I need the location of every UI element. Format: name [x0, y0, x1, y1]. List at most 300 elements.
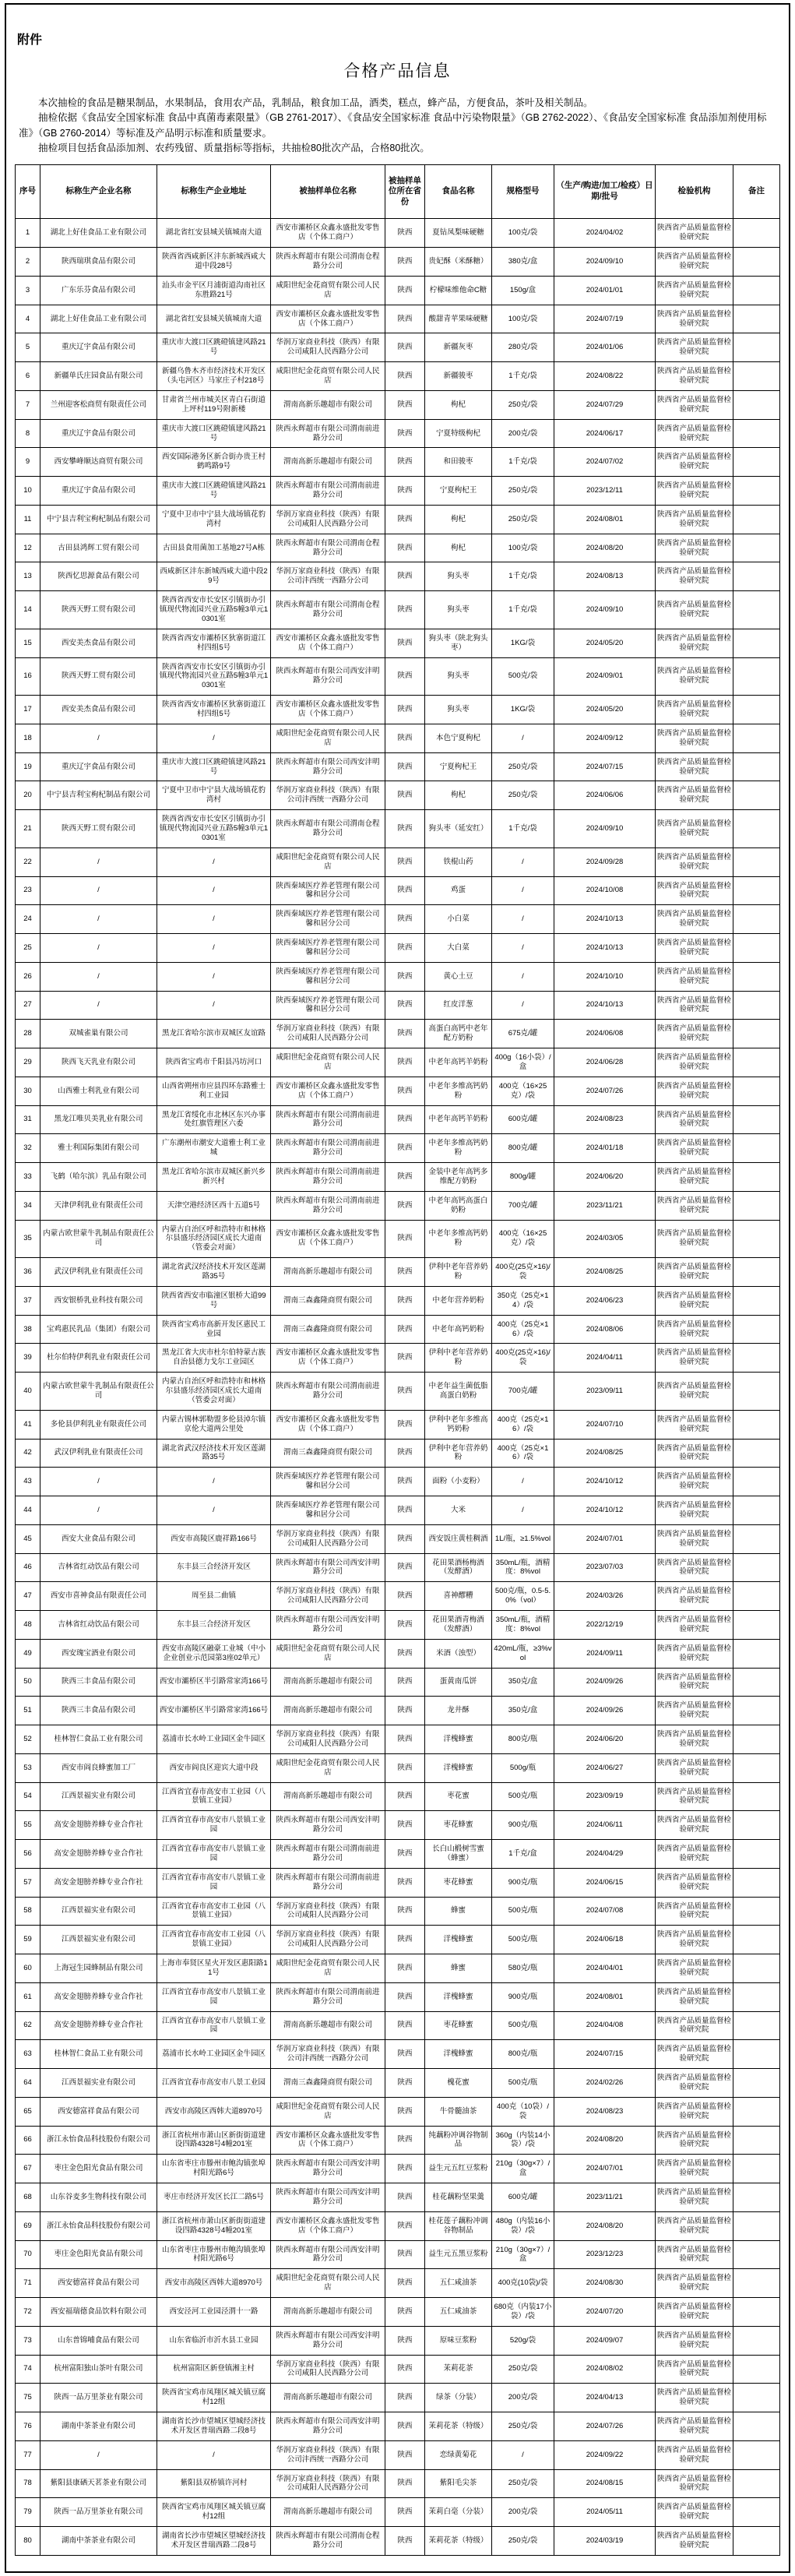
column-header: 序号	[16, 164, 40, 219]
cell-date-batch: 2024/08/20	[554, 534, 656, 562]
column-header: 规格型号	[492, 164, 554, 219]
cell-index: 79	[16, 2498, 40, 2527]
cell-date-batch: 2024/09/11	[554, 1639, 656, 1668]
cell-producer-address: 西安市阎良区迎宾大道中段	[157, 1753, 271, 1782]
table-row	[16, 419, 780, 448]
cell-food-name: 狗头枣	[425, 657, 492, 696]
cell-remark	[733, 1524, 780, 1553]
cell-sampled-unit: 陕西永辉超市有限公司渭南仓程路分公司	[271, 810, 385, 848]
cell-spec: 800克/罐	[492, 1134, 554, 1163]
cell-province: 陕西	[385, 305, 425, 333]
cell-food-name: 中老年高钙羊奶粉	[425, 1048, 492, 1077]
cell-index: 11	[16, 505, 40, 534]
table-row	[16, 2384, 780, 2412]
cell-sampled-unit: 陕西永辉超市有限公司渭南前进路分公司	[271, 1191, 385, 1220]
cell-date-batch: 2024/08/06	[554, 1315, 656, 1344]
cell-producer-address: 内蒙古自治区呼和浩特市和林格尔县盛乐经济园区成长大道南（管委会对面）	[157, 1220, 271, 1258]
cell-index: 12	[16, 534, 40, 562]
cell-date-batch: 2024/10/13	[554, 934, 656, 963]
cell-producer-name: 湖南中茶茶业有限公司	[40, 2412, 157, 2441]
cell-producer-address: 黑龙江省哈尔滨市双城区新兴乡新兴村	[157, 1163, 271, 1192]
cell-index: 53	[16, 1753, 40, 1782]
cell-date-batch: 2024/08/01	[554, 1982, 656, 2011]
cell-producer-name: 陕西天野工贸有限公司	[40, 810, 157, 848]
cell-remark	[733, 1954, 780, 1983]
cell-producer-address: 江西省宜春市高安市八景工业园	[157, 2069, 271, 2098]
cell-producer-name: /	[40, 905, 157, 934]
cell-sampled-unit: 西安市灞桥区众鑫永盛批发零售店（个体工商户）	[271, 1077, 385, 1105]
table-row	[16, 1897, 780, 1926]
cell-date-batch: 2024/09/01	[554, 657, 656, 696]
cell-food-name: 黄心土豆	[425, 962, 492, 991]
cell-sampled-unit: 陕西秦域医疗养老管理有限公司馨和居分公司	[271, 991, 385, 1020]
cell-agency: 陕西省产品质量监督检验研究院	[656, 2155, 733, 2183]
cell-date-batch: 2024/04/08	[554, 2011, 656, 2040]
cell-agency: 陕西省产品质量监督检验研究院	[656, 1163, 733, 1192]
cell-food-name: 五仁咸油茶	[425, 2269, 492, 2298]
cell-agency: 陕西省产品质量监督检验研究院	[656, 1496, 733, 1525]
cell-producer-name: 西安德富祥食品有限公司	[40, 2269, 157, 2298]
cell-spec: 400克(25克×16)/袋	[492, 1258, 554, 1287]
cell-spec: 1千克/袋	[492, 362, 554, 391]
table-row	[16, 2298, 780, 2327]
cell-remark	[733, 2097, 780, 2126]
cell-producer-name: 宝鸡惠民乳品（集团）有限公司	[40, 1315, 157, 1344]
cell-index: 4	[16, 305, 40, 333]
cell-date-batch: 2023/09/11	[554, 1373, 656, 1411]
cell-spec: /	[492, 905, 554, 934]
cell-remark	[733, 1134, 780, 1163]
cell-date-batch: 2024/07/15	[554, 2040, 656, 2069]
cell-province: 陕西	[385, 1897, 425, 1926]
cell-producer-name: 高安金翅膀养蜂专业合作社	[40, 1840, 157, 1869]
cell-spec: 210g（30g×7）/盒	[492, 2155, 554, 2183]
cell-sampled-unit: 华润万家商业科技（陕西）有限公司咸阳人民西路分公司	[271, 1897, 385, 1926]
cell-producer-address: 重庆市大渡口区跳磴镇建风路21号	[157, 419, 271, 448]
cell-remark	[733, 1897, 780, 1926]
cell-producer-address: 江西省宜春市高安市八景镇工业园	[157, 1982, 271, 2011]
column-header: 标称生产企业名称	[40, 164, 157, 219]
table-row	[16, 1982, 780, 2011]
cell-sampled-unit: 渭南高新乐趣超市有限公司	[271, 2298, 385, 2327]
cell-date-batch: 2024/10/12	[554, 1496, 656, 1525]
cell-producer-address: 江西省宜春市高安市工业园（八景镇工业园）	[157, 1897, 271, 1926]
cell-producer-address: 陕西省西安市临潼区银桥大道99号	[157, 1286, 271, 1315]
cell-remark	[733, 1926, 780, 1954]
cell-spec: 360g（内装14小袋）/袋	[492, 2126, 554, 2155]
cell-index: 67	[16, 2155, 40, 2183]
cell-producer-name: 桂林智仁食品工业有限公司	[40, 2040, 157, 2069]
cell-sampled-unit: 陕西永辉超市有限公司西安沣明路分公司	[271, 1611, 385, 1640]
cell-date-batch: 2024/05/20	[554, 629, 656, 657]
cell-producer-address: 江西省宜春市高安市工业园（八景镇工业园）	[157, 1782, 271, 1811]
cell-producer-address: 浙江省杭州市萧山区新街街道建设四路4328号4幢201室	[157, 2211, 271, 2240]
cell-province: 陕西	[385, 962, 425, 991]
cell-sampled-unit: 陕西永辉超市有限公司渭南前进路分公司	[271, 1373, 385, 1411]
cell-remark	[733, 1191, 780, 1220]
table-row	[16, 657, 780, 696]
cell-agency: 陕西省产品质量监督检验研究院	[656, 591, 733, 629]
cell-date-batch: 2024/02/26	[554, 2069, 656, 2098]
cell-agency: 陕西省产品质量监督检验研究院	[656, 810, 733, 848]
cell-food-name: 中老年益生菌低脂高蛋白奶粉	[425, 1373, 492, 1411]
cell-spec: 500克/瓶，0.5-5.0%（vol）	[492, 1582, 554, 1611]
cell-remark	[733, 1410, 780, 1439]
cell-agency: 陕西省产品质量监督检验研究院	[656, 1582, 733, 1611]
cell-producer-name: 吉林省红动饮品有限公司	[40, 1553, 157, 1582]
cell-sampled-unit: 西安市灞桥区众鑫永盛批发零售店（个体工商户）	[271, 629, 385, 657]
cell-agency: 陕西省产品质量监督检验研究院	[656, 1048, 733, 1077]
cell-food-name: 狗头枣（陕北狗头枣）	[425, 629, 492, 657]
cell-producer-address: 内蒙古锡林郭勒盟多伦县淖尔镇京伦大道两公里处	[157, 1410, 271, 1439]
cell-date-batch: 2024/04/13	[554, 2384, 656, 2412]
cell-province: 陕西	[385, 1315, 425, 1344]
cell-producer-address: 紫阳县双桥镇许河村	[157, 2469, 271, 2498]
cell-province: 陕西	[385, 1439, 425, 1468]
cell-producer-name: /	[40, 962, 157, 991]
cell-index: 15	[16, 629, 40, 657]
cell-food-name: 洋槐蜂蜜	[425, 2040, 492, 2069]
cell-food-name: 洋槐蜂蜜	[425, 1753, 492, 1782]
cell-remark	[733, 724, 780, 752]
cell-province: 陕西	[385, 1982, 425, 2011]
table-row	[16, 505, 780, 534]
table-row	[16, 2355, 780, 2384]
cell-index: 35	[16, 1220, 40, 1258]
cell-sampled-unit: 华润万家商业科技（陕西）有限公司咸阳人民西路分公司	[271, 1020, 385, 1048]
cell-index: 29	[16, 1048, 40, 1077]
cell-agency: 陕西省产品质量监督检验研究院	[656, 2069, 733, 2098]
cell-remark	[733, 390, 780, 419]
cell-remark	[733, 2440, 780, 2469]
cell-province: 陕西	[385, 1725, 425, 1754]
cell-province: 陕西	[385, 448, 425, 477]
cell-province: 陕西	[385, 2097, 425, 2126]
cell-date-batch: 2024/06/17	[554, 419, 656, 448]
cell-producer-name: 天津伊利乳业有限责任公司	[40, 1191, 157, 1220]
cell-producer-address: 湖南省长沙市望城区望城经济技术开发区普瑞西路二段8号	[157, 2412, 271, 2441]
cell-date-batch: 2024/08/22	[554, 362, 656, 391]
table-row	[16, 219, 780, 248]
cell-food-name: 宁夏枸杞王	[425, 752, 492, 781]
cell-food-name: 长白山椴树雪蜜（蜂蜜）	[425, 1840, 492, 1869]
cell-producer-address: 陕西省西安市灞桥区狄寨街道江村四组5号	[157, 696, 271, 724]
cell-sampled-unit: 华润万家商业科技（陕西）有限公司咸阳人民西路分公司	[271, 1582, 385, 1611]
cell-spec: 700克/罐	[492, 1373, 554, 1411]
cell-producer-address: 西安市灞桥区半引路常家湾166号	[157, 1668, 271, 1697]
cell-producer-address: /	[157, 905, 271, 934]
cell-index: 2	[16, 248, 40, 277]
cell-agency: 陕西省产品质量监督检验研究院	[656, 1191, 733, 1220]
cell-spec: 400g（16小袋）/盒	[492, 1048, 554, 1077]
cell-province: 陕西	[385, 1697, 425, 1725]
cell-remark	[733, 696, 780, 724]
cell-spec: 350mL/瓶，酒精度：8%vol	[492, 1611, 554, 1640]
cell-date-batch: 2024/07/15	[554, 752, 656, 781]
cell-spec: 200克/袋	[492, 419, 554, 448]
cell-sampled-unit: 华润万家商业科技（陕西）有限公司咸阳人民西路分公司	[271, 1524, 385, 1553]
cell-index: 69	[16, 2211, 40, 2240]
cell-sampled-unit: 渭南三森鑫隆商贸有限公司	[271, 1286, 385, 1315]
cell-spec: 600克/罐	[492, 2183, 554, 2212]
cell-food-name: 枸杞	[425, 534, 492, 562]
table-row	[16, 333, 780, 362]
cell-spec: 250克/袋	[492, 2355, 554, 2384]
cell-index: 26	[16, 962, 40, 991]
cell-sampled-unit: 陕西永辉超市有限公司西安沣明路分公司	[271, 2155, 385, 2183]
cell-remark	[733, 305, 780, 333]
table-row	[16, 534, 780, 562]
cell-date-batch: 2024/07/10	[554, 1410, 656, 1439]
cell-province: 陕西	[385, 219, 425, 248]
table-row	[16, 724, 780, 752]
cell-producer-name: 雅士利国际集团有限公司	[40, 1134, 157, 1163]
cell-remark	[733, 1553, 780, 1582]
cell-spec: 400克(25克×16)/袋	[492, 1344, 554, 1373]
cell-province: 陕西	[385, 505, 425, 534]
cell-index: 54	[16, 1782, 40, 1811]
cell-province: 陕西	[385, 2069, 425, 2098]
cell-date-batch: 2024/09/07	[554, 2326, 656, 2355]
cell-sampled-unit: 陕西永辉超市有限公司渭南前进路分公司	[271, 477, 385, 506]
cell-producer-name: 西安大业食品有限公司	[40, 1524, 157, 1553]
cell-sampled-unit: 陕西永辉超市有限公司渭南前进路分公司	[271, 1163, 385, 1192]
cell-agency: 陕西省产品质量监督检验研究院	[656, 362, 733, 391]
cell-agency: 陕西省产品质量监督检验研究院	[656, 1373, 733, 1411]
cell-province: 陕西	[385, 696, 425, 724]
table-row	[16, 1286, 780, 1315]
cell-agency: 陕西省产品质量监督检验研究院	[656, 1782, 733, 1811]
cell-food-name: 桂花藕粉坚果羹	[425, 2183, 492, 2212]
cell-producer-name: 湖北上好佳食品工业有限公司	[40, 305, 157, 333]
cell-sampled-unit: 陕西永辉超市有限公司渭南前进路分公司	[271, 1868, 385, 1897]
cell-food-name: 原味豆浆粉	[425, 2326, 492, 2355]
cell-producer-address: 荔浦市长水岭工业园区金牛园区	[157, 2040, 271, 2069]
cell-food-name: 枣花蜂蜜	[425, 1811, 492, 1840]
table-row	[16, 629, 780, 657]
cell-food-name: 蜂蜜	[425, 1954, 492, 1983]
page-title: 合格产品信息	[343, 62, 452, 80]
cell-province: 陕西	[385, 1048, 425, 1077]
cell-date-batch: 2024/06/15	[554, 1868, 656, 1897]
cell-index: 23	[16, 876, 40, 905]
cell-sampled-unit: 华润万家商业科技（陕西）有限公司沣西统一西路分公司	[271, 562, 385, 591]
cell-remark	[733, 2183, 780, 2212]
cell-province: 陕西	[385, 1191, 425, 1220]
cell-index: 28	[16, 1020, 40, 1048]
table-row	[16, 905, 780, 934]
cell-food-name: 花田果酒青梅酒（发酵酒）	[425, 1611, 492, 1640]
cell-spec: 250克/袋	[492, 781, 554, 810]
cell-sampled-unit: 陕西秦域医疗养老管理有限公司馨和居分公司	[271, 934, 385, 963]
table-row	[16, 448, 780, 477]
cell-index: 7	[16, 390, 40, 419]
cell-spec: 1千克/袋	[492, 591, 554, 629]
cell-sampled-unit: 渭南三森鑫隆商贸有限公司	[271, 1315, 385, 1344]
cell-sampled-unit: 华润万家商业科技（陕西）有限公司咸阳人民西路分公司	[271, 1725, 385, 1754]
cell-producer-address: 西安市高陵区西韩大道8970号	[157, 2269, 271, 2298]
table-row	[16, 1524, 780, 1553]
cell-province: 陕西	[385, 876, 425, 905]
cell-index: 6	[16, 362, 40, 391]
cell-producer-address: 枣庄市经济开发区长江二路5号	[157, 2183, 271, 2212]
cell-date-batch: 2024/06/20	[554, 1725, 656, 1754]
cell-agency: 陕西省产品质量监督检验研究院	[656, 1134, 733, 1163]
cell-index: 60	[16, 1954, 40, 1983]
cell-sampled-unit: 陕西秦域医疗养老管理有限公司馨和居分公司	[271, 1496, 385, 1525]
cell-spec: /	[492, 934, 554, 963]
cell-date-batch: 2024/04/01	[554, 1954, 656, 1983]
intro-text	[19, 96, 776, 157]
cell-producer-address: 东丰县三合经济开发区	[157, 1611, 271, 1640]
cell-food-name: 西安饭庄黄桂稠酒	[425, 1524, 492, 1553]
table-row	[16, 2269, 780, 2298]
cell-agency: 陕西省产品质量监督检验研究院	[656, 1344, 733, 1373]
cell-spec: 675克/罐	[492, 1020, 554, 1048]
table-row	[16, 477, 780, 506]
cell-remark	[733, 905, 780, 934]
cell-sampled-unit: 陕西永辉超市有限公司渭南仓程路分公司	[271, 248, 385, 277]
cell-agency: 陕西省产品质量监督检验研究院	[656, 2384, 733, 2412]
cell-province: 陕西	[385, 1639, 425, 1668]
table-row	[16, 1639, 780, 1668]
cell-province: 陕西	[385, 629, 425, 657]
intro-paragraph-1: 本次抽检的食品是糖果制品，水果制品，食用农产品，乳制品，粮食加工品，酒类，糕点，蜂产品，方便食品，茶叶及相关制品。	[38, 97, 593, 108]
cell-food-name: 茉莉白毫（分装）	[425, 2498, 492, 2527]
cell-sampled-unit: 陕西永辉超市有限公司渭南前进路分公司	[271, 1982, 385, 2011]
cell-date-batch: 2024/03/05	[554, 1220, 656, 1258]
cell-remark	[733, 219, 780, 248]
cell-index: 27	[16, 991, 40, 1020]
cell-index: 21	[16, 810, 40, 848]
cell-province: 陕西	[385, 1020, 425, 1048]
cell-food-name: 花田果酒杨梅酒（发酵酒）	[425, 1553, 492, 1582]
cell-food-name: 新疆灰枣	[425, 333, 492, 362]
cell-remark	[733, 505, 780, 534]
cell-food-name: 枸杞	[425, 781, 492, 810]
cell-agency: 陕西省产品质量监督检验研究院	[656, 477, 733, 506]
cell-province: 陕西	[385, 1105, 425, 1134]
cell-province: 陕西	[385, 1811, 425, 1840]
cell-province: 陕西	[385, 1524, 425, 1553]
cell-producer-name: 江西景福实业有限公司	[40, 1782, 157, 1811]
cell-province: 陕西	[385, 276, 425, 305]
table-row	[16, 2155, 780, 2183]
table-row	[16, 2469, 780, 2498]
cell-producer-address: 荔浦市长水岭工业园区金牛园区	[157, 1725, 271, 1754]
cell-producer-address: 宁夏中卫市中宁县大战场镇花豹湾村	[157, 505, 271, 534]
cell-sampled-unit: 陕西永辉超市有限公司西安沣明路分公司	[271, 2412, 385, 2441]
cell-food-name: 洋槐蜂蜜	[425, 1982, 492, 2011]
cell-remark	[733, 2384, 780, 2412]
cell-date-batch: 2024/05/20	[554, 696, 656, 724]
cell-producer-address: 江西省宜春市高安市八景镇工业园	[157, 1811, 271, 1840]
cell-remark	[733, 1105, 780, 1134]
cell-agency: 陕西省产品质量监督检验研究院	[656, 333, 733, 362]
cell-spec: 1千克/袋	[492, 562, 554, 591]
cell-index: 73	[16, 2326, 40, 2355]
table-row	[16, 1220, 780, 1258]
cell-producer-address: 陕西省宝鸡市凤翔区城关镇豆腐村12组	[157, 2384, 271, 2412]
cell-food-name: 大米	[425, 1496, 492, 1525]
cell-producer-address: 浙江省杭州市萧山区新街街道建设四路4328号4幢201室	[157, 2126, 271, 2155]
cell-food-name: 洋槐蜂蜜	[425, 1926, 492, 1954]
cell-sampled-unit: 华润万家商业科技（陕西）有限公司咸阳人民西路分公司	[271, 2469, 385, 2498]
cell-food-name: 酸甜青苹果味硬糖	[425, 305, 492, 333]
cell-agency: 陕西省产品质量监督检验研究院	[656, 534, 733, 562]
cell-index: 64	[16, 2069, 40, 2098]
cell-producer-address: /	[157, 848, 271, 876]
cell-spec: 280克/袋	[492, 333, 554, 362]
table-row	[16, 2126, 780, 2155]
cell-producer-name: 高安金翅膀养蜂专业合作社	[40, 1982, 157, 2011]
cell-index: 25	[16, 934, 40, 963]
cell-sampled-unit: 陕西秦域医疗养老管理有限公司馨和居分公司	[271, 876, 385, 905]
cell-producer-address: 陕西省西安市灞桥区狄寨街道江村四组5号	[157, 629, 271, 657]
cell-remark	[733, 991, 780, 1020]
cell-date-batch: 2024/01/06	[554, 333, 656, 362]
cell-remark	[733, 657, 780, 696]
table-row	[16, 1258, 780, 1287]
cell-remark	[733, 1220, 780, 1258]
cell-agency: 陕西省产品质量监督检验研究院	[656, 2183, 733, 2212]
cell-remark	[733, 1811, 780, 1840]
table-row	[16, 1077, 780, 1105]
cell-agency: 陕西省产品质量监督检验研究院	[656, 1868, 733, 1897]
cell-province: 陕西	[385, 1134, 425, 1163]
cell-producer-name: 重庆辽宇食品有限公司	[40, 419, 157, 448]
cell-producer-address: 重庆市大渡口区跳磴镇建风路21号	[157, 333, 271, 362]
cell-province: 陕西	[385, 1163, 425, 1192]
cell-remark	[733, 448, 780, 477]
cell-agency: 陕西省产品质量监督检验研究院	[656, 1897, 733, 1926]
cell-producer-name: 内蒙古欧世蒙牛乳制品有限责任公司	[40, 1373, 157, 1411]
cell-date-batch: 2024/10/12	[554, 1468, 656, 1496]
cell-spec: 250克/袋	[492, 477, 554, 506]
cell-remark	[733, 2040, 780, 2069]
cell-agency: 陕西省产品质量监督检验研究院	[656, 2011, 733, 2040]
cell-sampled-unit: 咸阳世纪金花商贸有限公司人民店	[271, 848, 385, 876]
table-row	[16, 934, 780, 963]
column-header: 备注	[733, 164, 780, 219]
cell-food-name: 贵妃酥（米酥糖）	[425, 248, 492, 277]
cell-producer-address: 重庆市大渡口区跳磴镇建风路21号	[157, 477, 271, 506]
cell-producer-name: /	[40, 991, 157, 1020]
cell-sampled-unit: 华润万家商业科技（陕西）有限公司咸阳人民西路分公司	[271, 333, 385, 362]
cell-remark	[733, 1753, 780, 1782]
cell-date-batch: 2024/06/18	[554, 1926, 656, 1954]
cell-producer-address: 上海市奉贤区星火开发区惠阳路11号	[157, 1954, 271, 1983]
cell-remark	[733, 2126, 780, 2155]
cell-food-name: 绿茶（分装）	[425, 2384, 492, 2412]
cell-date-batch: 2024/04/02	[554, 219, 656, 248]
table-row	[16, 2527, 780, 2556]
cell-remark	[733, 1582, 780, 1611]
cell-food-name: 中老年高钙高蛋白奶粉	[425, 1191, 492, 1220]
cell-spec: 200克/袋	[492, 2498, 554, 2527]
cell-index: 71	[16, 2269, 40, 2298]
cell-spec: 250克/袋	[492, 505, 554, 534]
cell-agency: 陕西省产品质量监督检验研究院	[656, 1220, 733, 1258]
cell-sampled-unit: 陕西永辉超市有限公司渭南前进路分公司	[271, 419, 385, 448]
cell-province: 陕西	[385, 1410, 425, 1439]
cell-index: 41	[16, 1410, 40, 1439]
table-row	[16, 2011, 780, 2040]
cell-remark	[733, 2211, 780, 2240]
cell-sampled-unit: 华润万家商业科技（陕西）有限公司沣西统一西路分公司	[271, 2040, 385, 2069]
cell-remark	[733, 2069, 780, 2098]
cell-producer-name: 西安瑰宝酒业有限公司	[40, 1639, 157, 1668]
